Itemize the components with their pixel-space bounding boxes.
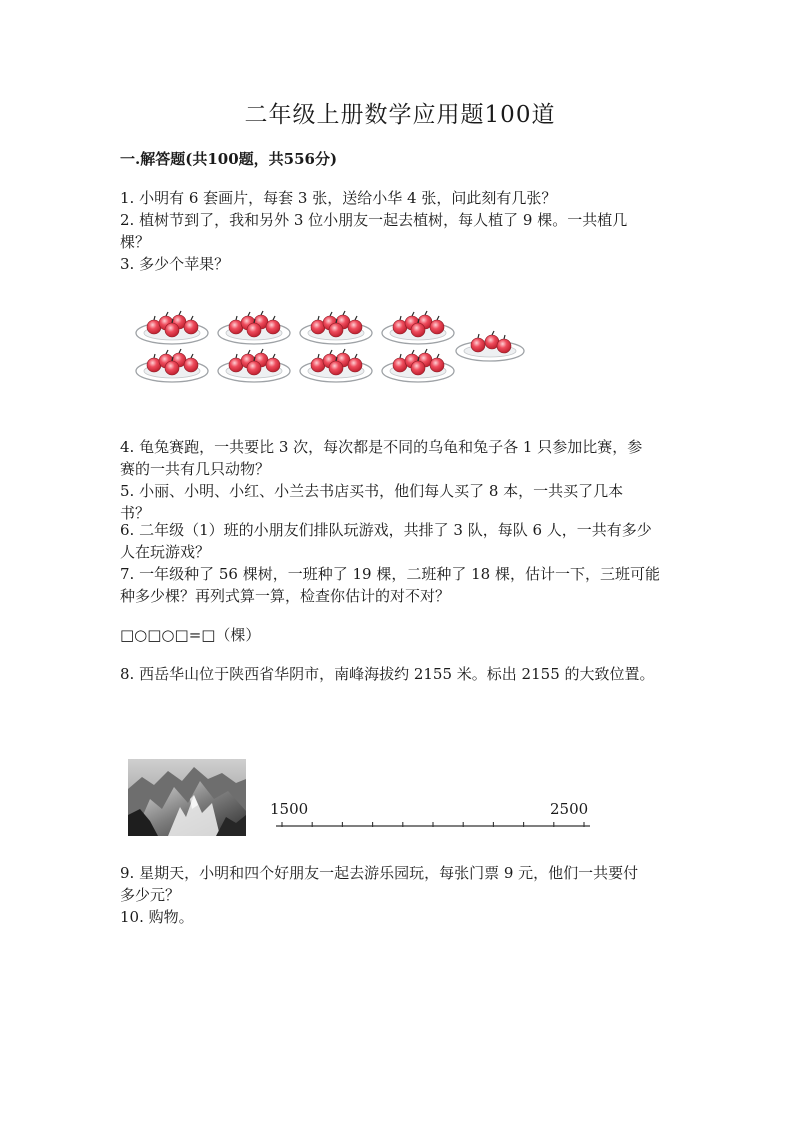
question-6-line-2: 人在玩游戏？ bbox=[120, 543, 211, 561]
question-7-formula-text: □○□○□=□（棵） bbox=[120, 626, 261, 644]
question-7-line-1: 7. 一年级种了 56 棵树，一班种了 19 棵，二班种了 18 棵，估计一下，三班可能 bbox=[120, 565, 660, 583]
question-6 bbox=[120, 519, 680, 563]
question-2-line-2: 棵？ bbox=[120, 233, 151, 251]
question-10 bbox=[120, 906, 680, 928]
question-5 bbox=[120, 480, 680, 524]
question-1-line-1: 1. 小明有 6 套画片，每套 3 张，送给小华 4 张，问此刻有几张？ bbox=[120, 189, 557, 207]
question-3 bbox=[120, 253, 680, 275]
section-heading: 一.解答题(共100题，共556分) bbox=[120, 150, 338, 168]
question-6-line-1: 6. 二年级（1）班的小朋友们排队玩游戏，共排了 3 队，每队 6 人，一共有多少 bbox=[120, 521, 652, 539]
question-2 bbox=[120, 209, 680, 253]
question-8-line-1: 8. 西岳华山位于陕西省华阴市，南峰海拔约 2155 米。标出 2155 的大致位置。 bbox=[120, 665, 655, 683]
apple-plate-icon bbox=[136, 349, 208, 382]
question-1 bbox=[120, 187, 680, 209]
apple-plate-icon bbox=[456, 331, 524, 361]
question-9-line-1: 9. 星期天，小明和四个好朋友一起去游乐园玩，每张门票 9 元，他们一共要付 bbox=[120, 864, 639, 882]
apple-plate-icon bbox=[382, 349, 454, 382]
apple-plate-icon bbox=[218, 349, 290, 382]
question-7-formula bbox=[120, 624, 680, 646]
mountain-photo-icon bbox=[128, 759, 246, 836]
apple-plate-icon bbox=[300, 311, 372, 344]
apple-plate-icon bbox=[136, 311, 208, 344]
question-7-line-2: 种多少棵？再列式算一算，检查你估计的对不对？ bbox=[120, 587, 451, 605]
number-line bbox=[268, 800, 598, 840]
question-2-line-1: 2. 植树节到了，我和另外 3 位小朋友一起去植树，每人植了 9 棵。一共植几 bbox=[120, 211, 628, 229]
question-3-line-1: 3. 多少个苹果？ bbox=[120, 255, 230, 273]
question-5-line-2: 书？ bbox=[120, 504, 151, 522]
number-line-axis bbox=[268, 800, 598, 840]
question-4 bbox=[120, 436, 680, 480]
question-9 bbox=[120, 862, 680, 906]
question-8 bbox=[120, 663, 680, 685]
apple-plate-icon bbox=[382, 311, 454, 344]
apple-plate-icon bbox=[300, 349, 372, 382]
question-10-line-1: 10. 购物。 bbox=[120, 908, 194, 926]
question-4-line-1: 4. 龟兔赛跑，一共要比 3 次，每次都是不同的乌龟和兔子各 1 只参加比赛，参 bbox=[120, 438, 643, 456]
question-4-line-2: 赛的一共有几只动物？ bbox=[120, 460, 271, 478]
apple-plates-figure bbox=[130, 305, 540, 395]
page-title: 二年级上册数学应用题100道 bbox=[244, 102, 556, 128]
number-line-start-label: 1500 bbox=[270, 800, 309, 818]
apple-plate-icon bbox=[218, 311, 290, 344]
question-5-line-1: 5. 小丽、小明、小红、小兰去书店买书，他们每人买了 8 本，一共买了几本 bbox=[120, 482, 624, 500]
question-7 bbox=[120, 563, 680, 607]
question-9-line-2: 多少元？ bbox=[120, 886, 181, 904]
number-line-end-label: 2500 bbox=[550, 800, 589, 818]
